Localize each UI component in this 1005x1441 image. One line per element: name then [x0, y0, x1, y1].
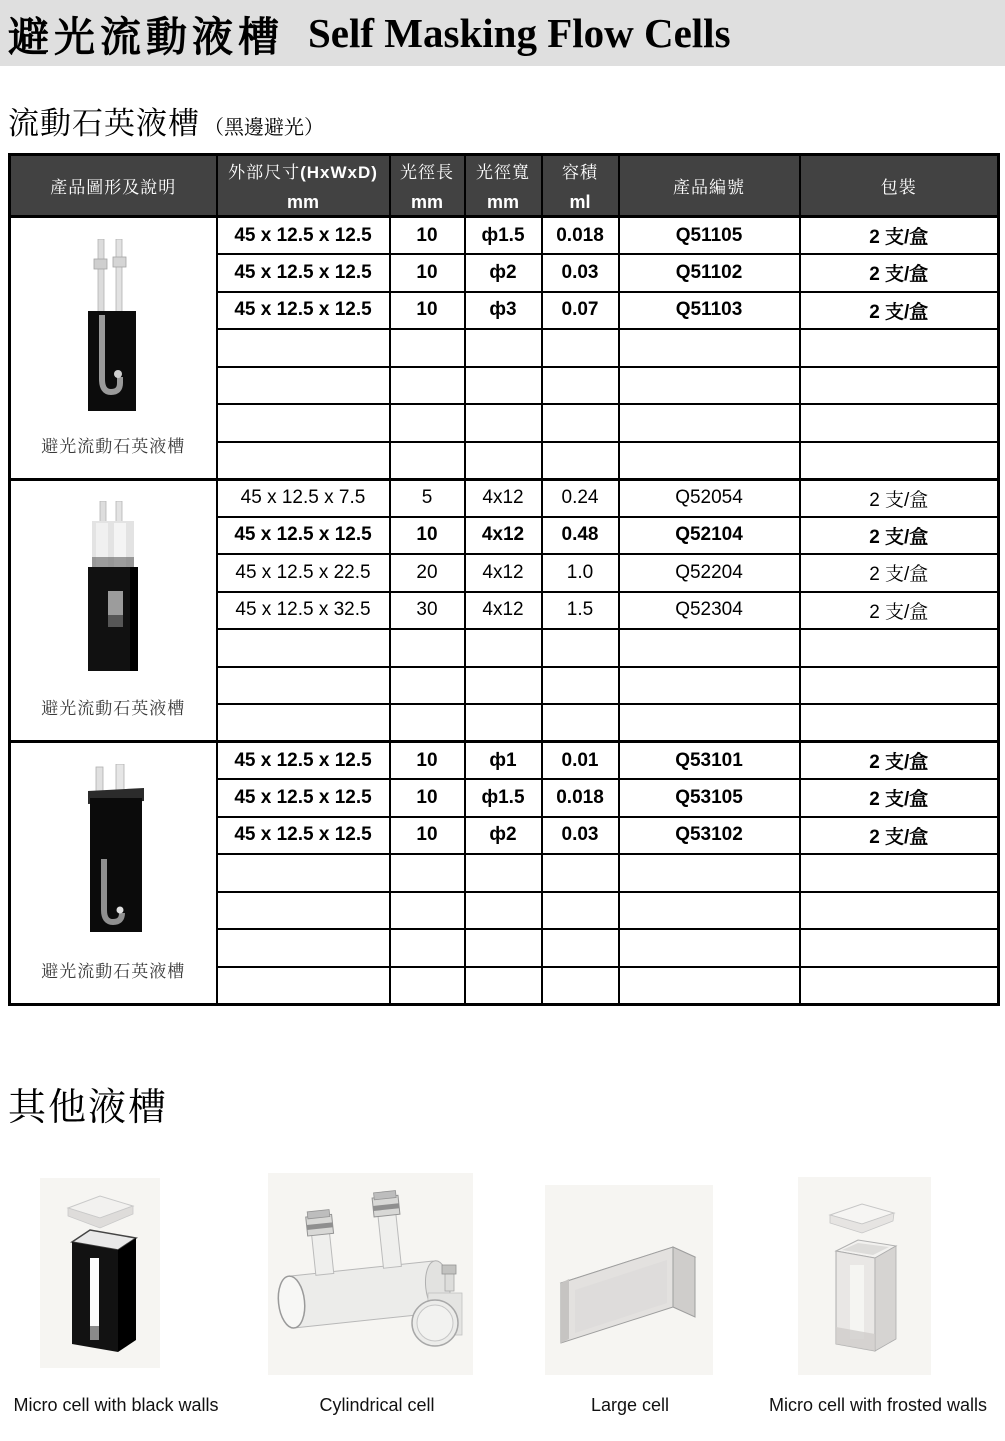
cell-path-width: 4x12 [465, 554, 542, 592]
micro-cell-frosted-walls-illustration [798, 1177, 931, 1375]
cell-path-length [390, 967, 465, 1005]
cell-path-width: 4x12 [465, 517, 542, 555]
cell-outer-dimensions: 45 x 12.5 x 12.5 [217, 217, 390, 255]
caption-large-cell: Large cell [590, 1395, 670, 1415]
micro-cell-black-walls-illustration [40, 1178, 160, 1368]
cell-packaging: 2 支/盒 [800, 254, 999, 292]
cell-path-width [465, 704, 542, 742]
cell-path-length: 10 [390, 292, 465, 330]
cell-outer-dimensions [217, 329, 390, 367]
table-row [10, 479, 999, 517]
cell-outer-dimensions [217, 404, 390, 442]
cell-outer-dimensions: 45 x 12.5 x 12.5 [217, 254, 390, 292]
cell-packaging: 2 支/盒 [800, 554, 999, 592]
cell-outer-dimensions: 45 x 12.5 x 12.5 [217, 779, 390, 817]
header-path-length: 光徑長 mm [390, 155, 465, 217]
cell-packaging [800, 329, 999, 367]
product-image-cell [10, 217, 217, 480]
cell-path-length [390, 704, 465, 742]
cell-packaging: 2 支/盒 [800, 217, 999, 255]
cell-part-number [619, 404, 800, 442]
cell-packaging [800, 404, 999, 442]
cell-volume [542, 667, 619, 705]
cell-packaging [800, 367, 999, 405]
product-image-cell [10, 479, 217, 742]
cell-part-number: Q53105 [619, 779, 800, 817]
cell-path-length: 30 [390, 592, 465, 630]
cell-part-number: Q52304 [619, 592, 800, 630]
cell-path-width [465, 629, 542, 667]
cell-path-length: 5 [390, 479, 465, 517]
cell-packaging [800, 854, 999, 892]
cell-volume [542, 404, 619, 442]
header-packaging: 包裝 [800, 155, 999, 217]
cell-path-length: 10 [390, 517, 465, 555]
cell-path-width: ф1.5 [465, 779, 542, 817]
cell-part-number [619, 667, 800, 705]
cell-outer-dimensions [217, 442, 390, 480]
cell-volume [542, 929, 619, 967]
cell-path-length [390, 667, 465, 705]
page-title-zh: 避光流動液槽 [8, 13, 284, 60]
cell-volume: 0.48 [542, 517, 619, 555]
cell-volume: 0.03 [542, 254, 619, 292]
cell-outer-dimensions [217, 929, 390, 967]
table-row [10, 742, 999, 780]
cell-part-number [619, 367, 800, 405]
cell-part-number: Q53101 [619, 742, 800, 780]
subtitle-note: （黑邊避光） [204, 117, 324, 139]
cell-outer-dimensions: 45 x 12.5 x 12.5 [217, 817, 390, 855]
cell-volume [542, 442, 619, 480]
flow-cell-short-tubes-illustration [58, 764, 168, 944]
cell-packaging [800, 967, 999, 1005]
cell-part-number: Q51102 [619, 254, 800, 292]
cell-part-number [619, 704, 800, 742]
cell-outer-dimensions: 45 x 12.5 x 32.5 [217, 592, 390, 630]
cell-packaging: 2 支/盒 [800, 817, 999, 855]
cell-packaging [800, 667, 999, 705]
cell-outer-dimensions [217, 667, 390, 705]
header-path-width: 光徑寬 mm [465, 155, 542, 217]
cell-path-length: 20 [390, 554, 465, 592]
cell-outer-dimensions [217, 967, 390, 1005]
cell-part-number [619, 854, 800, 892]
cell-packaging [800, 892, 999, 930]
cell-path-length: 10 [390, 742, 465, 780]
cell-packaging: 2 支/盒 [800, 742, 999, 780]
cell-path-width [465, 367, 542, 405]
cell-volume: 0.24 [542, 479, 619, 517]
cell-volume: 0.018 [542, 217, 619, 255]
other-cells-gallery [0, 1173, 1005, 1433]
cell-part-number [619, 929, 800, 967]
cell-path-width: ф1 [465, 742, 542, 780]
cell-path-width [465, 854, 542, 892]
cell-part-number: Q53102 [619, 817, 800, 855]
cell-path-width [465, 667, 542, 705]
cell-part-number [619, 892, 800, 930]
cell-path-length: 10 [390, 817, 465, 855]
cell-path-length [390, 929, 465, 967]
cell-packaging: 2 支/盒 [800, 479, 999, 517]
cell-part-number [619, 967, 800, 1005]
header-volume: 容積 ml [542, 155, 619, 217]
cell-outer-dimensions [217, 367, 390, 405]
cell-path-length: 10 [390, 779, 465, 817]
page-title-en: Self Masking Flow Cells [308, 10, 731, 56]
cell-path-width: ф3 [465, 292, 542, 330]
large-cell-illustration [545, 1185, 713, 1375]
cell-part-number: Q51105 [619, 217, 800, 255]
product-image-caption: 避光流動石英液槽 [41, 699, 186, 719]
cell-outer-dimensions: 45 x 12.5 x 12.5 [217, 742, 390, 780]
flow-cell-long-tubes-illustration [58, 239, 168, 419]
cell-packaging [800, 704, 999, 742]
spec-table [8, 153, 1000, 1006]
page-title-bar [0, 0, 1005, 66]
caption-micro-cell-black-walls: Micro cell with black walls [13, 1395, 219, 1415]
cell-path-length [390, 892, 465, 930]
cell-volume: 0.01 [542, 742, 619, 780]
cell-volume [542, 892, 619, 930]
product-image-caption: 避光流動石英液槽 [41, 436, 186, 456]
cell-part-number: Q52054 [619, 479, 800, 517]
cell-part-number [619, 629, 800, 667]
product-image-caption: 避光流動石英液槽 [41, 961, 186, 981]
micro-cell-black-walls-image [40, 1178, 160, 1368]
caption-cylindrical-cell: Cylindrical cell [319, 1395, 435, 1415]
cell-volume [542, 329, 619, 367]
cell-path-width: 4x12 [465, 479, 542, 517]
cell-part-number [619, 329, 800, 367]
product-image-cell [10, 742, 217, 1005]
cell-outer-dimensions: 45 x 12.5 x 12.5 [217, 292, 390, 330]
cell-path-length: 10 [390, 217, 465, 255]
cell-path-width: 4x12 [465, 592, 542, 630]
cell-path-width [465, 892, 542, 930]
cell-packaging: 2 支/盒 [800, 292, 999, 330]
cell-path-width: ф1.5 [465, 217, 542, 255]
cylindrical-cell-image [268, 1173, 473, 1375]
cell-part-number [619, 442, 800, 480]
cell-volume: 1.0 [542, 554, 619, 592]
cell-path-length [390, 329, 465, 367]
subtitle-text: 流動石英液槽 [8, 106, 200, 141]
cell-path-length [390, 629, 465, 667]
cell-volume: 0.018 [542, 779, 619, 817]
cell-outer-dimensions [217, 629, 390, 667]
cell-path-width: ф2 [465, 817, 542, 855]
cell-path-width [465, 404, 542, 442]
cell-packaging [800, 629, 999, 667]
cell-outer-dimensions: 45 x 12.5 x 12.5 [217, 517, 390, 555]
cell-path-width: ф2 [465, 254, 542, 292]
cell-path-length [390, 854, 465, 892]
cell-part-number: Q51103 [619, 292, 800, 330]
cell-path-length [390, 367, 465, 405]
cell-volume [542, 367, 619, 405]
cell-volume: 0.07 [542, 292, 619, 330]
cell-path-length: 10 [390, 254, 465, 292]
table-row [10, 217, 999, 255]
cell-path-width [465, 329, 542, 367]
cell-packaging [800, 442, 999, 480]
cell-volume [542, 854, 619, 892]
header-row [10, 155, 999, 217]
other-cells-heading: 其他液槽 [8, 1086, 169, 1129]
cell-outer-dimensions: 45 x 12.5 x 7.5 [217, 479, 390, 517]
cell-volume [542, 629, 619, 667]
cell-volume: 1.5 [542, 592, 619, 630]
cylindrical-cell-illustration [268, 1173, 473, 1375]
cell-path-length [390, 442, 465, 480]
cell-path-length [390, 404, 465, 442]
cell-volume: 0.03 [542, 817, 619, 855]
flow-cell-glass-top-illustration [58, 501, 168, 681]
caption-micro-cell-frosted-walls: Micro cell with frosted walls [768, 1395, 988, 1415]
cell-part-number: Q52204 [619, 554, 800, 592]
cell-outer-dimensions: 45 x 12.5 x 22.5 [217, 554, 390, 592]
table-subtitle [8, 98, 1005, 143]
cell-volume [542, 967, 619, 1005]
cell-outer-dimensions [217, 892, 390, 930]
cell-path-width [465, 967, 542, 1005]
cell-path-width [465, 929, 542, 967]
large-cell-image [545, 1185, 713, 1375]
header-outer-dimensions: 外部尺寸(HxWxD) mm [217, 155, 390, 217]
cell-volume [542, 704, 619, 742]
cell-packaging: 2 支/盒 [800, 517, 999, 555]
micro-cell-frosted-walls-image [798, 1177, 931, 1375]
cell-path-width [465, 442, 542, 480]
header-part-number: 產品編號 [619, 155, 800, 217]
cell-packaging [800, 929, 999, 967]
cell-part-number: Q52104 [619, 517, 800, 555]
cell-packaging: 2 支/盒 [800, 592, 999, 630]
cell-outer-dimensions [217, 704, 390, 742]
header-product-image: 產品圖形及說明 [10, 155, 217, 217]
cell-outer-dimensions [217, 854, 390, 892]
cell-packaging: 2 支/盒 [800, 779, 999, 817]
